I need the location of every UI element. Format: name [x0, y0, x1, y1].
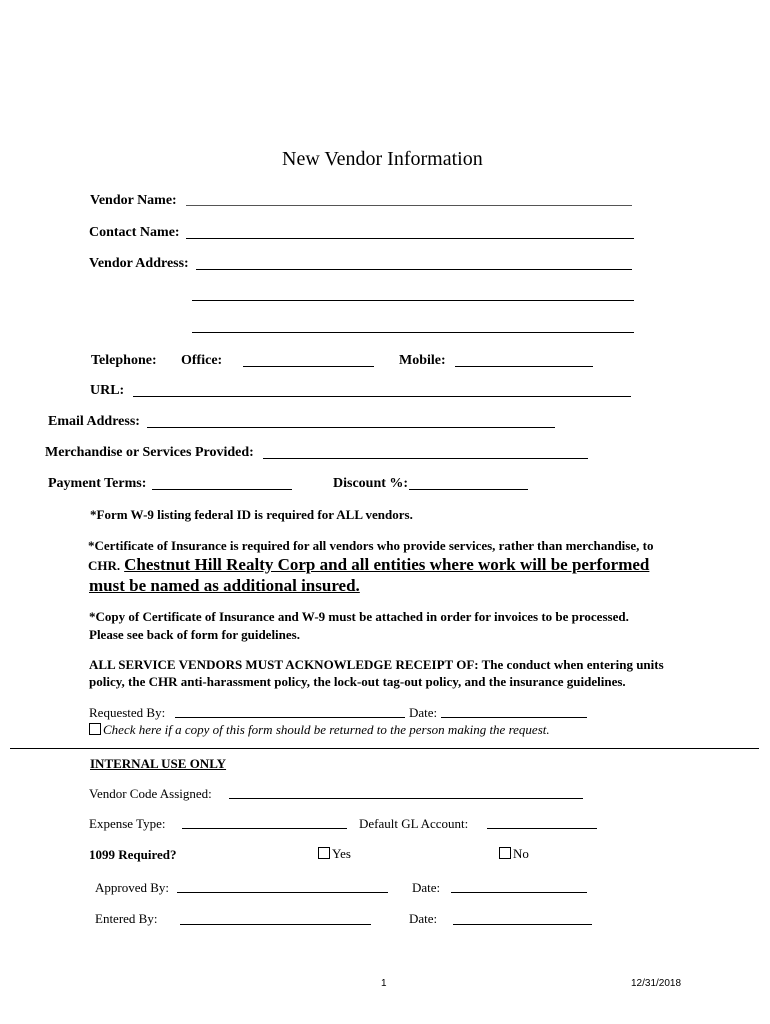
coi-insured-text-1: Chestnut Hill Realty Corp and all entities where work will be performed: [124, 555, 650, 574]
vendor-address-field-3[interactable]: [192, 332, 634, 333]
required-1099-label: 1099 Required?: [89, 847, 177, 862]
entered-date-label: Date:: [409, 911, 438, 926]
default-gl-field[interactable]: [487, 828, 597, 829]
merchandise-field[interactable]: [263, 458, 588, 459]
payment-terms-label: Payment Terms:: [48, 476, 147, 491]
vendor-code-label: Vendor Code Assigned:: [89, 786, 212, 801]
url-label: URL:: [90, 383, 125, 398]
return-copy-label: Check here if a copy of this form should be returned to the person making the request.: [103, 722, 550, 737]
coi-note-line2: [88, 555, 649, 575]
coi-note: *Certificate of Insurance is required for all vendors who provide services, rather than merchandise, to: [88, 538, 654, 553]
expense-type-label: Expense Type:: [89, 816, 166, 831]
no-label: No: [513, 846, 529, 861]
email-label: Email Address:: [48, 414, 140, 429]
entered-date-field[interactable]: [453, 924, 592, 925]
vendor-name-field[interactable]: [186, 205, 632, 206]
discount-field[interactable]: [409, 489, 528, 490]
no-checkbox[interactable]: [499, 847, 511, 859]
payment-terms-field[interactable]: [152, 489, 292, 490]
mobile-label: Mobile:: [399, 353, 446, 368]
footer-date: 12/31/2018: [631, 978, 682, 989]
coi-insured-text-2: must be named as additional insured.: [89, 576, 360, 595]
yes-label: Yes: [332, 846, 351, 861]
telephone-label: Telephone:: [91, 353, 157, 368]
vendor-code-field[interactable]: [229, 798, 583, 799]
coi-chr-text: CHR.: [88, 558, 121, 573]
w9-note: *Form W-9 listing federal ID is required for ALL vendors.: [90, 507, 413, 522]
acknowledge-note-line2: policy, the CHR anti-harassment policy, the lock-out tag-out policy, and the insurance guidelines.: [89, 674, 626, 689]
vendor-address-label: Vendor Address:: [89, 256, 189, 271]
entered-by-label: Entered By:: [95, 911, 158, 926]
return-copy-option[interactable]: [89, 722, 550, 738]
mobile-phone-field[interactable]: [455, 366, 593, 367]
guidelines-note: Please see back of form for guidelines.: [89, 627, 300, 642]
contact-name-label: Contact Name:: [89, 225, 180, 240]
entered-by-field[interactable]: [180, 924, 371, 925]
discount-label: Discount %:: [333, 476, 409, 491]
yes-option[interactable]: [318, 846, 351, 862]
internal-use-heading: INTERNAL USE ONLY: [90, 756, 227, 771]
request-date-field[interactable]: [441, 717, 587, 718]
requested-by-label: Requested By:: [89, 705, 166, 720]
page-number: 1: [381, 978, 387, 989]
vendor-address-field-1[interactable]: [196, 269, 632, 270]
page-title: New Vendor Information: [282, 148, 483, 170]
default-gl-label: Default GL Account:: [359, 816, 469, 831]
section-divider: [10, 748, 759, 749]
approved-date-label: Date:: [412, 880, 441, 895]
request-date-label: Date:: [409, 705, 438, 720]
merchandise-label: Merchandise or Services Provided:: [45, 445, 254, 460]
approved-date-field[interactable]: [451, 892, 587, 893]
url-field[interactable]: [133, 396, 631, 397]
office-label: Office:: [181, 353, 223, 368]
expense-type-field[interactable]: [182, 828, 347, 829]
approved-by-label: Approved By:: [95, 880, 170, 895]
vendor-name-label: Vendor Name:: [90, 193, 177, 208]
return-copy-checkbox[interactable]: [89, 723, 101, 735]
requested-by-field[interactable]: [175, 717, 405, 718]
vendor-address-field-2[interactable]: [192, 300, 634, 301]
copy-note: *Copy of Certificate of Insurance and W-9 must be attached in order for invoices to be processed.: [89, 609, 629, 624]
office-phone-field[interactable]: [243, 366, 374, 367]
contact-name-field[interactable]: [186, 238, 634, 239]
yes-checkbox[interactable]: [318, 847, 330, 859]
acknowledge-note: ALL SERVICE VENDORS MUST ACKNOWLEDGE RECEIPT OF: The conduct when entering units: [89, 657, 664, 672]
email-field[interactable]: [147, 427, 555, 428]
no-option[interactable]: [499, 846, 529, 862]
approved-by-field[interactable]: [177, 892, 388, 893]
